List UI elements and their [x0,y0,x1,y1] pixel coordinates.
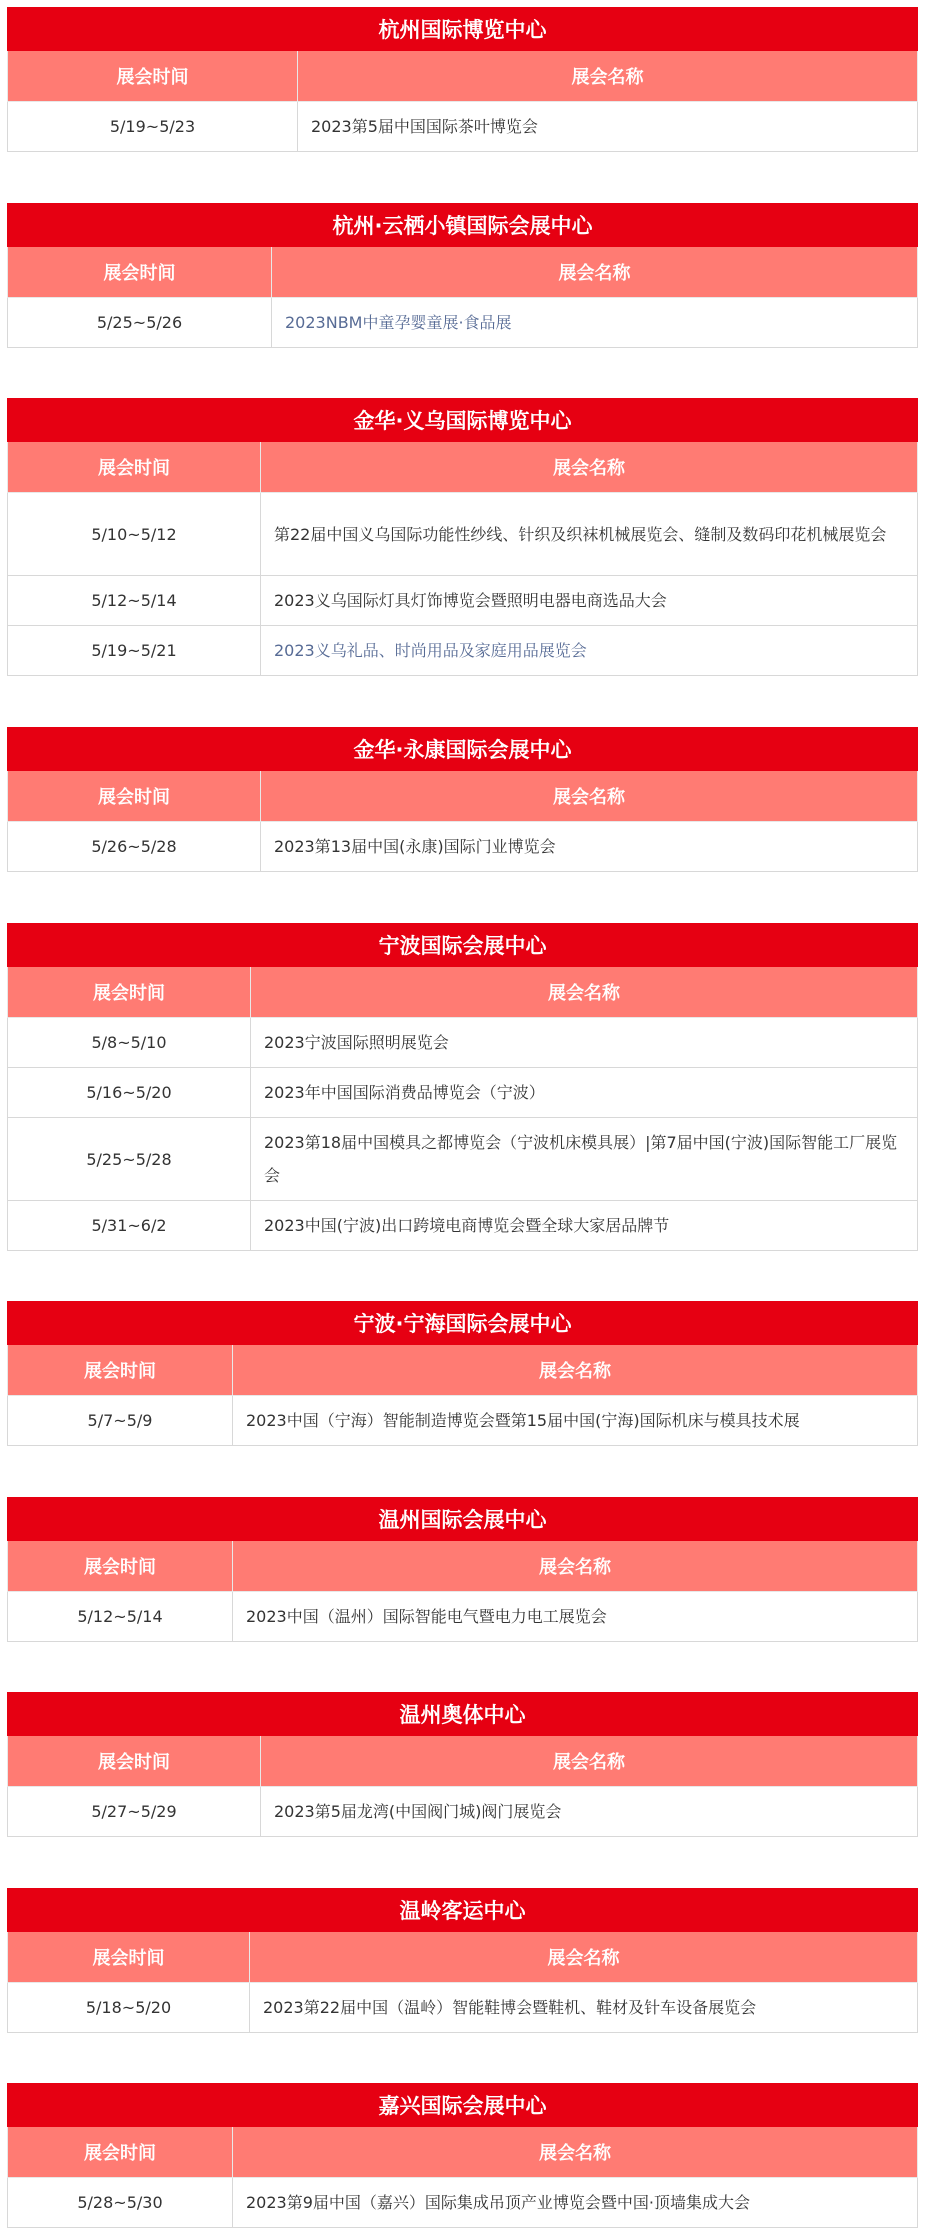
venue-title: 温岭客运中心 [7,1888,918,1932]
venue-section [7,2083,918,2228]
exhibition-date: 5/19~5/23 [8,102,298,152]
name-column-header: 展会名称 [298,51,918,102]
table-row [8,822,918,872]
venue-section [7,1888,918,2033]
name-column-header: 展会名称 [233,1541,918,1592]
table-row [8,1118,918,1201]
venue-section [7,1692,918,1837]
table-row [8,1592,918,1642]
time-column-header: 展会时间 [8,1932,250,1983]
name-column-header: 展会名称 [261,1736,918,1787]
table-row [8,1787,918,1837]
exhibition-date: 5/31~6/2 [8,1201,251,1251]
schedule-table [7,1541,918,1642]
exhibition-date: 5/19~5/21 [8,626,261,676]
exhibition-date: 5/7~5/9 [8,1396,233,1446]
table-row [8,626,918,676]
name-column-header: 展会名称 [251,967,918,1018]
exhibition-name: 第22届中国义乌国际功能性纱线、针织及织袜机械展览会、缝制及数码印花机械展览会 [261,493,918,576]
time-column-header: 展会时间 [8,1736,261,1787]
exhibition-name: 2023第13届中国(永康)国际门业博览会 [261,822,918,872]
exhibition-date: 5/25~5/28 [8,1118,251,1201]
name-column-header: 展会名称 [233,1345,918,1396]
table-header-row [8,1541,918,1592]
exhibition-name: 2023中国（宁海）智能制造博览会暨第15届中国(宁海)国际机床与模具技术展 [233,1396,918,1446]
table-header-row [8,771,918,822]
venue-section [7,1497,918,1642]
exhibition-name: 2023年中国国际消费品博览会（宁波） [251,1068,918,1118]
table-row [8,1201,918,1251]
exhibition-link[interactable]: 2023NBM中童孕婴童展·食品展 [272,298,918,348]
schedule-table [7,1736,918,1837]
schedule-table [7,967,918,1251]
exhibition-name: 2023中国（温州）国际智能电气暨电力电工展览会 [233,1592,918,1642]
time-column-header: 展会时间 [8,1345,233,1396]
table-row [8,298,918,348]
table-header-row [8,1736,918,1787]
table-header-row [8,2127,918,2178]
exhibition-name: 2023第22届中国（温岭）智能鞋博会暨鞋机、鞋材及针车设备展览会 [250,1983,918,2033]
name-column-header: 展会名称 [261,442,918,493]
venue-section [7,398,918,676]
exhibition-date: 5/12~5/14 [8,1592,233,1642]
schedule-table [7,442,918,676]
exhibition-name: 2023宁波国际照明展览会 [251,1018,918,1068]
schedule-table [7,247,918,348]
venue-title: 温州国际会展中心 [7,1497,918,1541]
table-header-row [8,51,918,102]
exhibition-date: 5/8~5/10 [8,1018,251,1068]
exhibition-date: 5/18~5/20 [8,1983,250,2033]
table-header-row [8,247,918,298]
exhibition-name: 2023第5届中国国际茶叶博览会 [298,102,918,152]
venue-section [7,1301,918,1446]
table-row [8,2178,918,2228]
schedule-table [7,771,918,872]
name-column-header: 展会名称 [233,2127,918,2178]
exhibition-name: 2023第9届中国（嘉兴）国际集成吊顶产业博览会暨中国·顶墙集成大会 [233,2178,918,2228]
venue-title: 宁波·宁海国际会展中心 [7,1301,918,1345]
venue-title: 温州奥体中心 [7,1692,918,1736]
venue-title: 嘉兴国际会展中心 [7,2083,918,2127]
exhibition-date: 5/12~5/14 [8,576,261,626]
time-column-header: 展会时间 [8,247,272,298]
name-column-header: 展会名称 [272,247,918,298]
time-column-header: 展会时间 [8,2127,233,2178]
schedule-table [7,1932,918,2033]
schedule-table [7,2127,918,2228]
table-header-row [8,1932,918,1983]
exhibition-link[interactable]: 2023义乌礼品、时尚用品及家庭用品展览会 [261,626,918,676]
venue-section [7,203,918,348]
venue-section [7,923,918,1251]
table-header-row [8,967,918,1018]
venue-section [7,7,918,152]
name-column-header: 展会名称 [261,771,918,822]
table-row [8,1068,918,1118]
table-row [8,493,918,576]
table-row [8,1396,918,1446]
table-row [8,1983,918,2033]
venue-title: 金华·义乌国际博览中心 [7,398,918,442]
table-header-row [8,442,918,493]
table-row [8,102,918,152]
exhibition-date: 5/25~5/26 [8,298,272,348]
time-column-header: 展会时间 [8,51,298,102]
name-column-header: 展会名称 [250,1932,918,1983]
table-row [8,576,918,626]
exhibition-date: 5/28~5/30 [8,2178,233,2228]
venue-title: 杭州·云栖小镇国际会展中心 [7,203,918,247]
venue-title: 杭州国际博览中心 [7,7,918,51]
exhibition-name: 2023第5届龙湾(中国阀门城)阀门展览会 [261,1787,918,1837]
time-column-header: 展会时间 [8,967,251,1018]
exhibition-name: 2023义乌国际灯具灯饰博览会暨照明电器电商选品大会 [261,576,918,626]
table-header-row [8,1345,918,1396]
exhibition-name: 2023第18届中国模具之都博览会（宁波机床模具展）|第7届中国(宁波)国际智能工厂展览会 [251,1118,918,1201]
exhibition-date: 5/27~5/29 [8,1787,261,1837]
exhibition-date: 5/26~5/28 [8,822,261,872]
venue-section [7,727,918,872]
exhibition-name: 2023中国(宁波)出口跨境电商博览会暨全球大家居品牌节 [251,1201,918,1251]
venue-title: 金华·永康国际会展中心 [7,727,918,771]
time-column-header: 展会时间 [8,1541,233,1592]
time-column-header: 展会时间 [8,771,261,822]
schedule-table [7,51,918,152]
exhibition-date: 5/10~5/12 [8,493,261,576]
schedule-table [7,1345,918,1446]
time-column-header: 展会时间 [8,442,261,493]
table-row [8,1018,918,1068]
venue-title: 宁波国际会展中心 [7,923,918,967]
exhibition-date: 5/16~5/20 [8,1068,251,1118]
